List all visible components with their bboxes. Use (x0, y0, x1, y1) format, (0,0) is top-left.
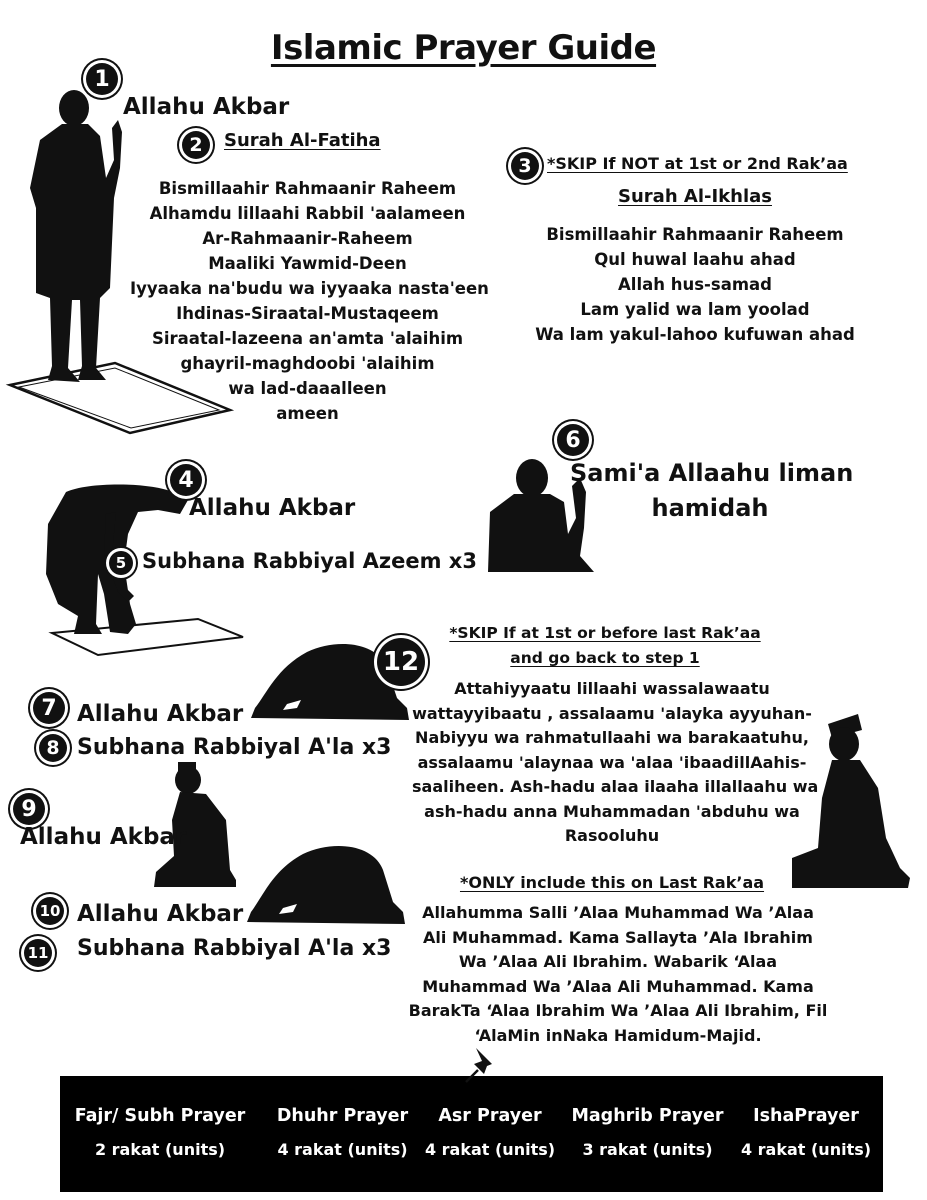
step-8-text: Subhana Rabbiyal A'la x3 (77, 735, 392, 760)
step-number-badge: 4 (170, 464, 202, 496)
verse-line: saaliheen. Ash-hadu alaa ilaaha illallaahu wa (412, 777, 819, 796)
step-6-line: hamidah (651, 494, 769, 522)
prayer-column (420, 1106, 560, 1159)
verse-line: Rasooluhu (564, 826, 660, 845)
prayer-column (735, 1106, 877, 1159)
step-number-badge: 10 (36, 897, 64, 925)
surah-ikhlas-text (520, 222, 870, 347)
step-9-text: Allahu Akbar (20, 824, 187, 850)
verse-line: ghayril-maghdoobi 'alaihim (180, 354, 435, 373)
prayer-name: Maghrib Prayer (571, 1106, 724, 1126)
prayer-rakat: 2 rakat (units) (94, 1140, 226, 1159)
step-number-badge: 8 (39, 734, 67, 762)
surah-ikhlas-title: Surah Al-Ikhlas (618, 186, 772, 207)
prayer-column (70, 1106, 250, 1159)
verse-line: Ar-Rahmaanir-Raheem (202, 229, 413, 248)
step-4-text: Allahu Akbar (189, 495, 356, 521)
tashahhud-text (412, 677, 819, 849)
step-6-line: Sami'a Allaahu liman (570, 459, 854, 487)
step-number-badge: 2 (182, 131, 210, 159)
prayer-rakat: 4 rakat (units) (424, 1140, 556, 1159)
verse-line: Maaliki Yawmid-Deen (208, 254, 407, 273)
skip-note: *SKIP If at 1st or before last Rak’aa (449, 624, 761, 642)
verse-line: Ali Muhammad. Kama Sallayta ’Ala Ibrahim (423, 927, 813, 947)
verse-line: ameen (276, 404, 339, 423)
prayer-column (565, 1106, 730, 1159)
prayer-name: IshaPrayer (753, 1106, 859, 1126)
verse-line: Nabiyyu wa rahmatullaahi wa barakaatuhu, (415, 728, 809, 747)
verse-line: Muhammad Wa ’Alaa Ali Muhammad. Kama (422, 976, 814, 996)
verse-line: Attahiyyaatu lillaahi wassalawaatu (454, 679, 770, 698)
verse-line: ash-hadu anna Muhammadan 'abduhu wa (424, 801, 800, 821)
prayer-rakat: 4 rakat (units) (740, 1140, 872, 1159)
verse-line: Alhamdu lillaahi Rabbil 'aalameen (149, 204, 466, 223)
prayer-rakat: 3 rakat (units) (582, 1140, 713, 1159)
step-number-badge: 3 (511, 152, 539, 180)
verse-line: Lam yalid wa lam yoolad (580, 300, 810, 319)
step-number-badge: 9 (13, 793, 45, 825)
surah-fatiha-text (130, 176, 489, 426)
step-1-text: Allahu Akbar (123, 94, 290, 120)
prayer-name: Dhuhr Prayer (276, 1106, 409, 1126)
step-number-badge: 7 (33, 692, 65, 724)
verse-line: wa lad-daaalleen (228, 379, 387, 398)
step-10-text: Allahu Akbar (77, 901, 244, 927)
skip-note: and go back to step 1 (510, 649, 700, 667)
step-5-text: Subhana Rabbiyal Azeem x3 (142, 549, 477, 573)
prayer-rakat: 4 rakat (units) (277, 1140, 408, 1159)
verse-line: Bismillaahir Rahmaanir Raheem (158, 179, 457, 198)
prayer-column (260, 1106, 425, 1159)
step-number-badge: 5 (109, 551, 133, 575)
prostrating-figure-icon (243, 840, 408, 932)
surah-fatiha-title: Surah Al-Fatiha (224, 130, 381, 151)
page-title: Islamic Prayer Guide (270, 28, 657, 68)
last-rakaa-note: *ONLY include this on Last Rak’aa (459, 873, 765, 892)
verse-line: Allah hus-samad (618, 275, 772, 294)
skip-note: *SKIP If NOT at 1st or 2nd Rak’aa (547, 154, 848, 173)
verse-line: Allahumma Salli ’Alaa Muhammad Wa ’Alaa (422, 903, 814, 922)
verse-line: Siraatal-lazeena an'amta 'alaihim (151, 329, 464, 348)
verse-line: Wa ’Alaa Ali Ibrahim. Wabarik ‘Alaa (458, 952, 778, 971)
verse-line: BarakTa ‘Alaa Ibrahim Wa ’Alaa Ali Ibrahim, Fil (408, 1001, 828, 1020)
verse-line: Bismillaahir Rahmaanir Raheem (546, 225, 844, 244)
standing-figure-icon (22, 88, 132, 393)
verse-line: Ihdinas-Siraatal-Mustaqeem (176, 304, 439, 323)
pushpin-icon (462, 1046, 502, 1086)
prayer-name: Fajr/ Subh Prayer (74, 1106, 246, 1126)
verse-line: wattayyibaatu , assalaamu 'alayka ayyuhan- (412, 703, 812, 723)
verse-line: ‘AlaMin inNaka Hamidum-Majid. (474, 1025, 762, 1045)
step-6-text (570, 456, 854, 526)
prayer-name: Asr Prayer (438, 1106, 542, 1126)
prayer-times-footer (60, 1076, 883, 1192)
step-11-text: Subhana Rabbiyal A'la x3 (77, 936, 392, 961)
sitting-figure-icon (788, 708, 914, 890)
step-number-badge: 12 (377, 638, 425, 686)
step-number-badge: 1 (86, 63, 118, 95)
step-number-badge: 6 (557, 424, 589, 456)
step-number-badge: 11 (24, 939, 52, 967)
verse-line: Iyyaaka na'budu wa iyyaaka nasta'een (130, 279, 489, 298)
verse-line: Wa lam yakul-lahoo kufuwan ahad (535, 325, 855, 344)
salawat-text (408, 901, 828, 1048)
verse-line: Qul huwal laahu ahad (594, 250, 796, 269)
verse-line: assalaamu 'alaynaa wa 'alaa 'ibaadillAahis- (417, 752, 807, 772)
step-7-text: Allahu Akbar (77, 701, 244, 727)
